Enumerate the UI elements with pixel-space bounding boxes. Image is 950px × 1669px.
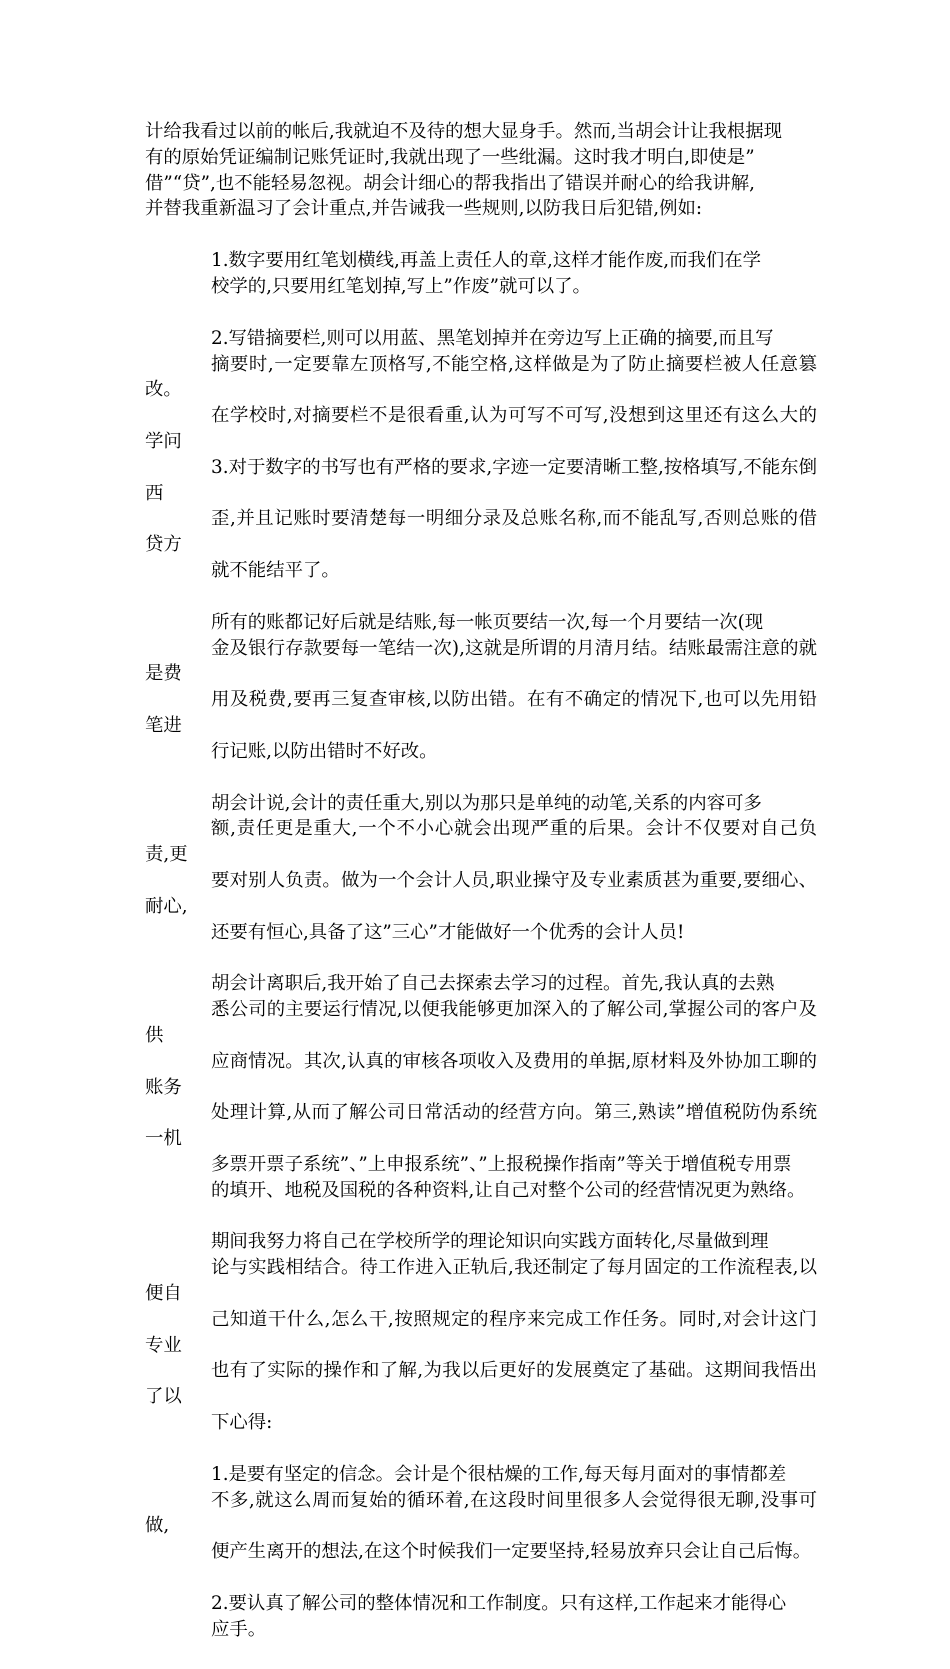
text-line: 的填开、地税及国税的各种资料,让自己对整个公司的经营情况更为熟络。 [211,1179,806,1201]
text-line: 多票开票子系统”、”上申报系统”、”上报税操作指南”等关于增值税专用票 [211,1153,792,1175]
text-line: 校学的,只要用红笔划掉,写上”作废”就可以了。 [211,275,591,297]
text-line: 悉公司的主要运行情况,以便我能够更加深入的了解公司,掌握公司的客户及供 [145,999,817,1046]
text-line: 计给我看过以前的帐后,我就迫不及待的想大显身手。然而,当胡会计让我根据现 [145,121,782,142]
document-body [145,119,817,1669]
text-line: 额,责任更是重大,一个不小心就会出现严重的后果。会计不仅要对自己负责,更 [145,818,817,866]
paragraph [145,971,817,1203]
text-line: 胡会计说,会计的责任重大,别以为那只是单纯的动笔,关系的内容可多 [211,792,762,814]
text-line: 3.对于数字的书写也有严格的要求,字迹一定要清晰工整,按格填写,不能东倒西 [145,456,817,504]
text-line: 己知道干什么,怎么干,按照规定的程序来完成工作任务。同时,对会计这门专业 [145,1308,817,1356]
text-line: 期间我努力将自己在学校所学的理论知识向实践方面转化,尽量做到理 [211,1231,769,1253]
paragraph [145,1229,817,1435]
text-line: 就不能结平了。 [211,559,340,581]
text-line: 有的原始凭证编制记账凭证时,我就出现了一些纰漏。这时我才明白,即使是” [145,146,755,168]
paragraph [145,326,817,584]
paragraph [145,791,817,946]
paragraph [145,1591,817,1643]
text-line: 还要有恒心,具备了这”三心”才能做好一个优秀的会计人员! [211,921,685,943]
text-line: 处理计算,从而了解公司日常活动的经营方向。第三,熟读”增值税防伪系统一机 [145,1102,817,1150]
text-line: 2.写错摘要栏,则可以用蓝、黑笔划掉并在旁边写上正确的摘要,而且写 [211,327,774,349]
text-line: 1.是要有坚定的信念。会计是个很枯燥的工作,每天每月面对的事情都差 [211,1463,787,1485]
text-line: 下心得: [211,1412,273,1434]
text-line: 金及银行存款要每一笔结一次),这就是所谓的月清月结。结账最需注意的就是费 [145,637,817,685]
text-line: 所有的账都记好后就是结账,每一帐页要结一次,每一个月要结一次(现 [211,611,764,633]
text-line: 借”“贷”,也不能轻易忽视。胡会计细心的帮我指出了错误并耐心的给我讲解, [145,172,756,194]
text-line: 论与实践相结合。待工作进入正轨后,我还制定了每月固定的工作流程表,以便自 [145,1257,817,1305]
text-line: 便产生离开的想法,在这个时候我们一定要坚持,轻易放弃只会让自己后悔。 [211,1541,812,1563]
text-line: 2.要认真了解公司的整体情况和工作制度。只有这样,工作起来才能得心 [211,1593,787,1615]
text-line: 1.数字要用红笔划横线,再盖上责任人的章,这样才能作废,而我们在学 [211,250,762,272]
paragraph [145,248,817,300]
text-line: 并替我重新温习了会计重点,并告诫我一些规则,以防我日后犯错,例如: [145,198,703,220]
paragraph [145,610,817,765]
text-line: 应手。 [211,1618,267,1640]
paragraph [145,119,817,222]
text-line: 摘要时,一定要靠左顶格写,不能空格,这样做是为了防止摘要栏被人任意篡改。 [145,353,817,401]
text-line: 用及税费,要再三复查审核,以防出错。在有不确定的情况下,也可以先用铅笔进 [145,689,817,736]
text-line: 胡会计离职后,我开始了自己去探索去学习的过程。首先,我认真的去熟 [211,973,775,995]
text-line: 要对别人负责。做为一个会计人员,职业操守及专业素质甚为重要,要细心、耐心, [145,869,817,917]
text-line: 行记账,以防出错时不好改。 [211,740,438,762]
text-line: 在学校时,对摘要栏不是很看重,认为可写不可写,没想到这里还有这么大的学问 [145,405,817,452]
text-line: 不多,就这么周而复始的循环着,在这段时间里很多人会觉得很无聊,没事可做, [145,1489,817,1537]
text-line: 应商情况。其次,认真的审核各项收入及费用的单据,原材料及外协加工聊的账务 [145,1050,817,1098]
paragraph [145,1462,817,1565]
text-line: 歪,并且记账时要清楚每一明细分录及总账名称,而不能乱写,否则总账的借贷方 [145,508,817,556]
text-line: 也有了实际的操作和了解,为我以后更好的发展奠定了基础。这期间我悟出了以 [145,1360,817,1408]
